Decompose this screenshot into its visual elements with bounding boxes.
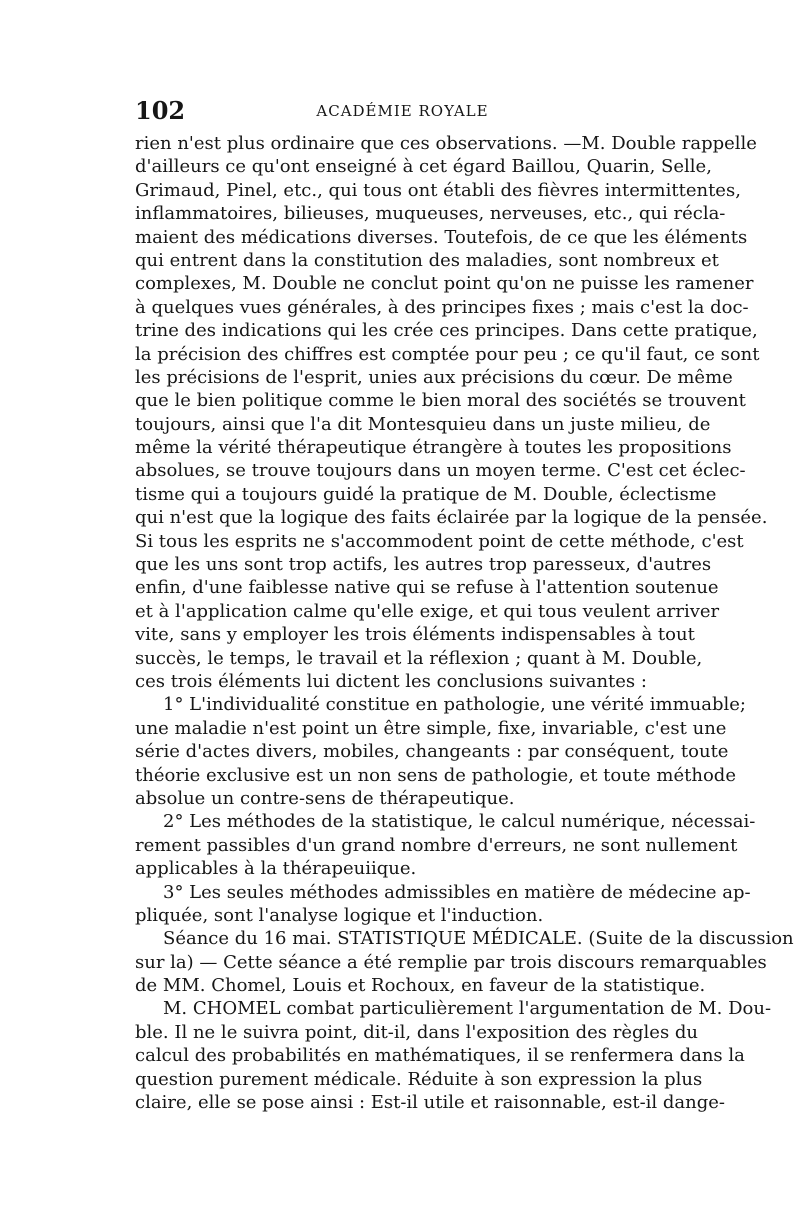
text-line: toujours, ainsi que l'a dit Montesquieu dans un juste milieu, de — [135, 413, 711, 435]
text-line: rement passibles d'un grand nombre d'erreurs, ne sont nullement — [135, 834, 738, 856]
text-line: ble. Il ne le suivra point, dit-il, dans l'exposition des règles du — [135, 1021, 699, 1043]
text-line: de MM. Chomel, Louis et Rochoux, en faveur de la statistique. — [135, 975, 706, 997]
text-line: complexes, M. Double ne conclut point qu'on ne puisse les ramener — [135, 273, 754, 295]
text-line: à quelques vues générales, à des principes fixes ; mais c'est la doc- — [135, 296, 749, 318]
text-line: vite, sans y employer les trois éléments indispensables à tout — [135, 624, 695, 646]
text-line: inflammatoires, bilieuses, muqueuses, nerveuses, etc., qui récla- — [135, 203, 726, 225]
text-line: que le bien politique comme le bien moral des sociétés se trouvent — [135, 390, 746, 412]
text-line: M. CHOMEL combat particulièrement l'argumentation de M. Dou- — [163, 998, 772, 1020]
text-line: succès, le temps, le travail et la réflexion ; quant à M. Double, — [135, 647, 703, 669]
text-line: 1° L'individualité constitue en pathologie, une vérité immuable; — [163, 694, 746, 716]
text-line: qui entrent dans la constitution des maladies, sont nombreux et — [135, 249, 719, 271]
text-line: Grimaud, Pinel, etc., qui tous ont établi des fièvres intermittentes, — [135, 179, 741, 201]
text-line: théorie exclusive est un non sens de pathologie, et toute méthode — [135, 764, 736, 786]
page-number: 102 — [135, 96, 186, 125]
text-line: la précision des chiffres est comptée pour peu ; ce qu'il faut, ce sont — [135, 343, 760, 365]
text-line: d'ailleurs ce qu'ont enseigné à cet égard Baillou, Quarin, Selle, — [135, 156, 712, 178]
text-line: absolues, se trouve toujours dans un moyen terme. C'est cet éclec- — [135, 460, 746, 482]
text-line: tisme qui a toujours guidé la pratique de M. Double, éclectisme — [135, 483, 717, 505]
text-line: une maladie n'est point un être simple, fixe, invariable, c'est une — [135, 717, 727, 739]
text-line: calcul des probabilités en mathématiques, il se renfermera dans la — [135, 1045, 745, 1067]
text-line: qui n'est que la logique des faits éclairée par la logique de la pensée. — [135, 507, 768, 529]
body-text — [135, 132, 794, 1114]
text-line: maient des médications diverses. Toutefois, de ce que les éléments — [135, 226, 748, 248]
running-head: ACADÉMIE ROYALE — [316, 102, 489, 120]
text-line: Séance du 16 mai. STATISTIQUE MÉDICALE. (Suite de la discussion — [163, 928, 794, 950]
text-line: trine des indications qui les crée ces principes. Dans cette pratique, — [135, 320, 758, 342]
page-header — [135, 96, 670, 126]
text-line: absolue un contre-sens de thérapeutique. — [135, 787, 515, 809]
text-line: rien n'est plus ordinaire que ces observations. —M. Double rappelle — [135, 133, 757, 154]
text-line: applicables à la thérapeuiique. — [135, 858, 417, 880]
text-line: série d'actes divers, mobiles, changeants : par conséquent, toute — [135, 741, 729, 763]
text-line: les précisions de l'esprit, unies aux précisions du cœur. De même — [135, 366, 733, 388]
text-line: même la vérité thérapeutique étrangère à toutes les propositions — [135, 437, 732, 459]
text-line: sur la) — Cette séance a été remplie par trois discours remarquables — [135, 951, 767, 973]
text-line: et à l'application calme qu'elle exige, et qui tous veulent arriver — [135, 600, 720, 622]
text-line: 3° Les seules méthodes admissibles en matière de médecine ap- — [163, 881, 751, 903]
text-line: 2° Les méthodes de la statistique, le calcul numérique, nécessai- — [163, 811, 756, 833]
text-line: ces trois éléments lui dictent les conclusions suivantes : — [135, 670, 647, 692]
text-line: pliquée, sont l'analyse logique et l'induction. — [135, 904, 544, 926]
text-line: enfin, d'une faiblesse native qui se refuse à l'attention soutenue — [135, 577, 719, 599]
text-line: Si tous les esprits ne s'accommodent point de cette méthode, c'est — [135, 530, 744, 552]
text-line: question purement médicale. Réduite à son expression la plus — [135, 1068, 703, 1090]
text-line: claire, elle se pose ainsi : Est-il utile et raisonnable, est-il dange- — [135, 1092, 725, 1114]
text-line: que les uns sont trop actifs, les autres trop paresseux, d'autres — [135, 554, 712, 576]
